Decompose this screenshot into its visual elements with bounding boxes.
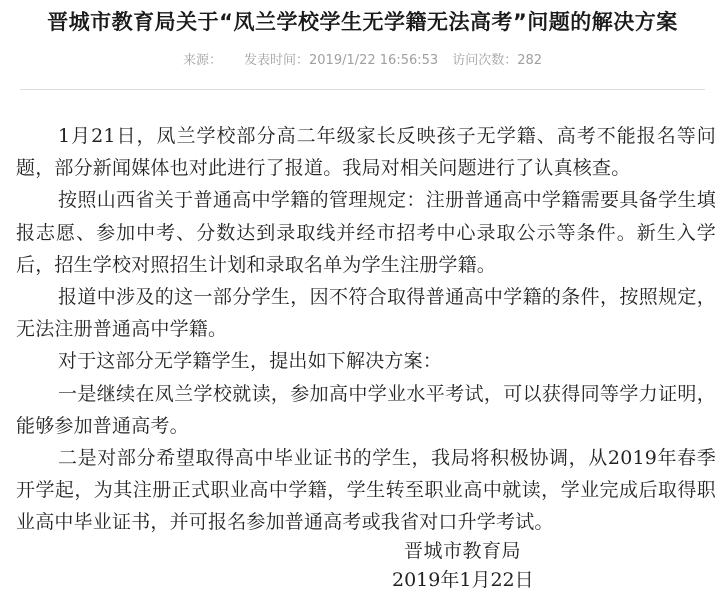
publish-time-label: 发表时间： bbox=[243, 53, 309, 68]
paragraph-finding: 报道中涉及的这一部分学生，因不符合取得普通高中学籍的条件，按照规定，无法注册普通高中学籍。 bbox=[16, 286, 716, 341]
signature-organization: 晋城市教育局 bbox=[404, 540, 522, 562]
article-title: 晋城市教育局关于“凤兰学校学生无学籍无法高考”问题的解决方案 bbox=[47, 10, 678, 34]
paragraph-solution-two: 二是对部分希望取得高中毕业证书的学生，我局将积极协调，从2019年春季开学起，为其注册正式职业高中学籍，学生转至职业高中就读，学业完成后取得职业高中毕业证书，并可报名参加普通高考或我省对口升学考试。 bbox=[16, 447, 716, 534]
source-label: 来源： bbox=[182, 53, 222, 68]
visits-value: 282 bbox=[517, 53, 543, 68]
paragraph-regulation: 按照山西省关于普通高中学籍的管理规定：注册普通高中学籍需要具备学生填报志愿、参加中考、分数达到录取线并经市招考中心录取公示等条件。新生入学后，招生学校对照招生计划和录取名单为学生注册学籍。 bbox=[16, 189, 716, 276]
article-body bbox=[16, 120, 716, 539]
paragraph-solution-intro: 对于这部分无学籍学生，提出如下解决方案： bbox=[58, 350, 443, 373]
header-divider bbox=[20, 89, 705, 90]
publish-time-value: 2019/1/22 16:56:53 bbox=[309, 53, 439, 68]
signature-date: 2019年1月22日 bbox=[392, 569, 534, 591]
paragraph-incident: 1月21日，凤兰学校部分高二年级家长反映孩子无学籍、高考不能报名等问题，部分新闻媒体也对此进行了报道。我局对相关问题进行了认真核查。 bbox=[16, 125, 716, 180]
paragraph-solution-one: 一是继续在凤兰学校就读，参加高中学业水平考试，可以获得同等学力证明，能够参加普通高考。 bbox=[16, 382, 716, 437]
visits-label: 访问次数： bbox=[452, 53, 518, 68]
article-meta bbox=[0, 51, 725, 71]
